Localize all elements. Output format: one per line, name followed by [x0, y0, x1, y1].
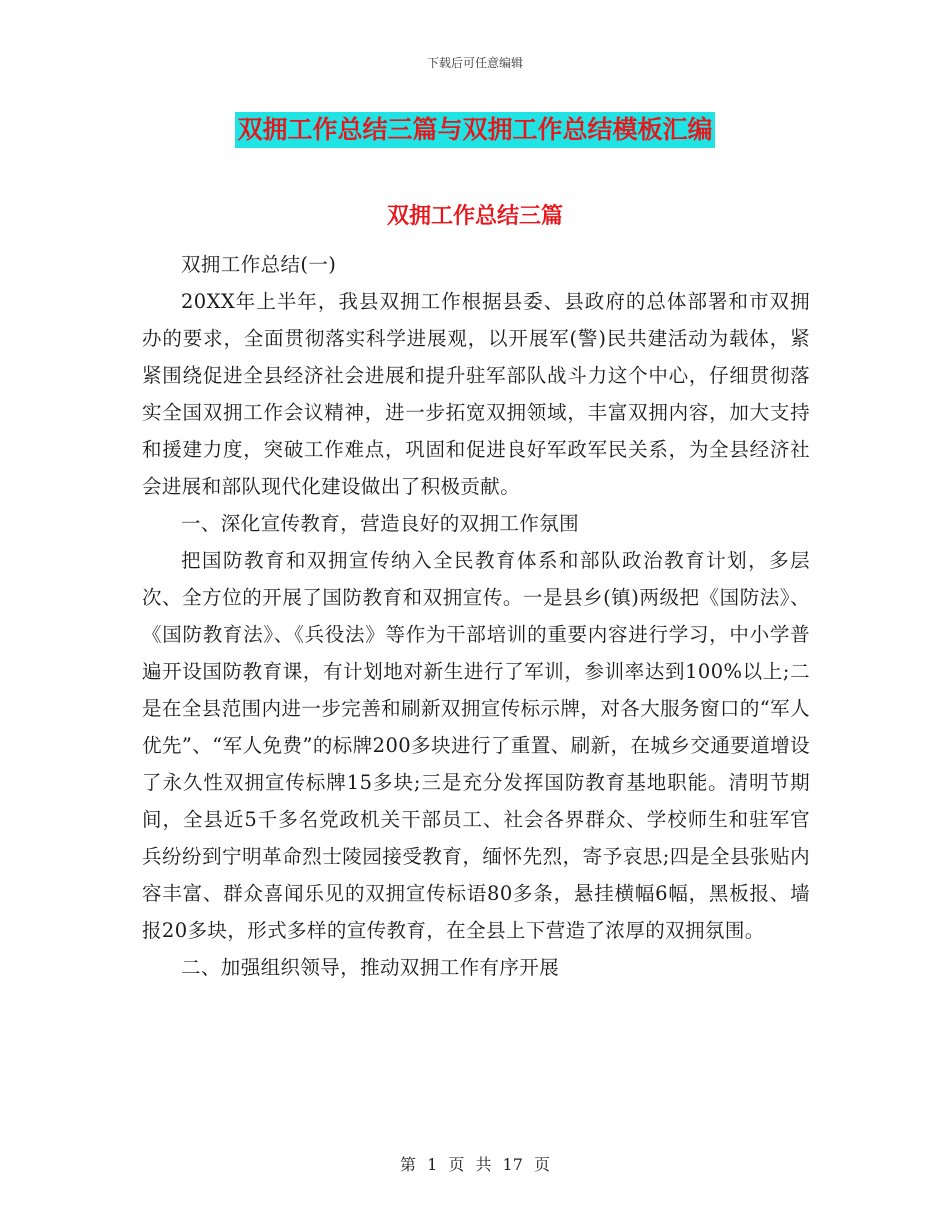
document-title: 双拥工作总结三篇与双拥工作总结模板汇编 — [235, 112, 714, 148]
heading-paragraph: 一、深化宣传教育，营造良好的双拥工作氛围 — [181, 512, 580, 535]
body-paragraph: 把国防教育和双拥宣传纳入全民教育体系和部队政治教育计划，多层次、全方位的开展了国防教育和双拥宣传。一是县乡(镇)两级把《国防法》、《国防教育法》、《兵役法》等作为干部培训的重要内容进行学习，中小学普遍开设国防教育课，有计划地对新生进行了军训，参训率达到100%以上;二是在全县范围内进一步完善和刷新双拥宣传标示牌，对各大服务窗口的“军人优先”、“军人免费”的标牌200多块进行了重置、刷新，在城乡交通要道增设了永久性双拥宣传标牌15多块;三是充分发挥国防教育基地职能。清明节期间，全县近5千多名党政机关干部员工、社会各界群众、学校师生和驻军官兵纷纷到宁明革命烈士陵园接受教育，缅怀先烈，寄予哀思;四是全县张贴内容丰富、群众喜闻乐见的双拥宣传标语80多条，悬挂横幅6幅，黑板报、墙报20多块，形式多样的宣传教育，在全县上下营造了浓厚的双拥氛围。 — [142, 549, 810, 942]
document-title-wrap — [0, 112, 950, 148]
document-body — [142, 246, 810, 986]
page-footer: 第 1 页 共 17 页 — [400, 1155, 550, 1174]
body-paragraph: 20XX年上半年，我县双拥工作根据县委、县政府的总体部署和市双拥办的要求，全面贯彻落实科学进展观，以开展军(警)民共建活动为载体，紧紧围绕促进全县经济社会进展和提升驻军部队战斗力这个中心，仔细贯彻落实全国双拥工作会议精神，进一步拓宽双拥领域，丰富双拥内容，加大支持和援建力度，突破工作难点，巩固和促进良好军政军民关系，为全县经济社会进展和部队现代化建设做出了积极贡献。 — [142, 290, 810, 498]
header-note: 下载后可任意编辑 — [426, 56, 523, 70]
subtitle-paragraph: 双拥工作总结(一) — [181, 253, 337, 276]
section-title: 双拥工作总结三篇 — [386, 204, 563, 229]
heading-paragraph: 二、加强组织领导，推动双拥工作有序开展 — [181, 956, 560, 979]
